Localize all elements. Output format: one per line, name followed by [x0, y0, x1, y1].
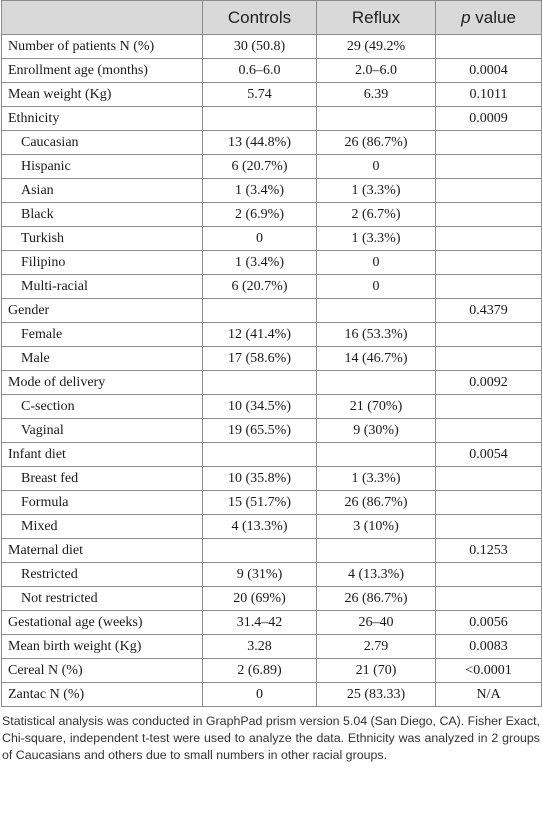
cell-reflux — [317, 443, 436, 467]
row-sublabel: Breast fed — [2, 467, 203, 491]
cell-p-value — [436, 227, 542, 251]
cell-controls: 0 — [203, 227, 317, 251]
cell-p-value: 0.0092 — [436, 371, 542, 395]
cell-reflux: 1 (3.3%) — [317, 227, 436, 251]
cell-p-value: 0.1253 — [436, 539, 542, 563]
cell-p-value — [436, 515, 542, 539]
cell-reflux — [317, 107, 436, 131]
row-label: Cereal N (%) — [2, 659, 203, 683]
header-row — [2, 1, 542, 35]
table-row — [2, 179, 542, 203]
header-blank-cell — [2, 1, 203, 35]
cell-reflux: 0 — [317, 275, 436, 299]
row-sublabel: Formula — [2, 491, 203, 515]
cell-p-value — [436, 347, 542, 371]
cell-reflux — [317, 371, 436, 395]
row-label: Mean weight (Kg) — [2, 83, 203, 107]
table-row — [2, 419, 542, 443]
row-sublabel: Restricted — [2, 563, 203, 587]
cell-p-value — [436, 419, 542, 443]
row-label: Mode of delivery — [2, 371, 203, 395]
table-row — [2, 35, 542, 59]
cell-reflux: 9 (30%) — [317, 419, 436, 443]
cell-p-value: 0.0009 — [436, 107, 542, 131]
row-sublabel: Caucasian — [2, 131, 203, 155]
cell-p-value: 0.0004 — [436, 59, 542, 83]
table-row — [2, 539, 542, 563]
cell-controls: 31.4–42 — [203, 611, 317, 635]
cell-p-value — [436, 467, 542, 491]
table-row — [2, 299, 542, 323]
cell-controls: 12 (41.4%) — [203, 323, 317, 347]
row-label: Gender — [2, 299, 203, 323]
table-footnote: Statistical analysis was conducted in GraphPad prism version 5.04 (San Diego, CA). Fisher Exact, Chi-square, independent t-test were used to analyze the data. Ethnicity was analyzed in 2 groups of Caucasians and others due to small numbers in other racial groups. — [2, 714, 540, 762]
header-controls: Controls — [203, 1, 317, 35]
cell-p-value: <0.0001 — [436, 659, 542, 683]
row-sublabel: Turkish — [2, 227, 203, 251]
cell-p-value — [436, 35, 542, 59]
table-row — [2, 587, 542, 611]
cell-p-value: 0.0083 — [436, 635, 542, 659]
row-sublabel: Male — [2, 347, 203, 371]
cell-reflux: 1 (3.3%) — [317, 467, 436, 491]
cell-controls — [203, 539, 317, 563]
table-row — [2, 371, 542, 395]
cell-controls: 1 (3.4%) — [203, 251, 317, 275]
cell-controls: 17 (58.6%) — [203, 347, 317, 371]
table-row — [2, 203, 542, 227]
row-sublabel: Multi-racial — [2, 275, 203, 299]
cell-reflux: 25 (83.33) — [317, 683, 436, 707]
table-row — [2, 635, 542, 659]
cell-reflux: 1 (3.3%) — [317, 179, 436, 203]
cell-controls: 13 (44.8%) — [203, 131, 317, 155]
table-header — [2, 1, 542, 35]
table-row — [2, 515, 542, 539]
cell-reflux: 0 — [317, 155, 436, 179]
header-reflux: Reflux — [317, 1, 436, 35]
cell-controls: 6 (20.7%) — [203, 275, 317, 299]
cell-reflux: 2.79 — [317, 635, 436, 659]
table-row — [2, 323, 542, 347]
cell-reflux: 21 (70) — [317, 659, 436, 683]
table-row — [2, 227, 542, 251]
table-row — [2, 563, 542, 587]
cell-reflux: 29 (49.2% — [317, 35, 436, 59]
cell-reflux: 16 (53.3%) — [317, 323, 436, 347]
cell-controls: 3.28 — [203, 635, 317, 659]
cell-reflux: 2.0–6.0 — [317, 59, 436, 83]
table-row — [2, 251, 542, 275]
table-row — [2, 275, 542, 299]
cell-p-value: 0.1011 — [436, 83, 542, 107]
cell-controls: 20 (69%) — [203, 587, 317, 611]
table-row — [2, 107, 542, 131]
cell-p-value — [436, 155, 542, 179]
cell-controls: 5.74 — [203, 83, 317, 107]
cell-reflux: 26 (86.7%) — [317, 491, 436, 515]
table-row — [2, 395, 542, 419]
cell-controls: 2 (6.9%) — [203, 203, 317, 227]
row-sublabel: C-section — [2, 395, 203, 419]
cell-p-value: 0.0056 — [436, 611, 542, 635]
row-label: Gestational age (weeks) — [2, 611, 203, 635]
cell-controls: 19 (65.5%) — [203, 419, 317, 443]
cell-controls: 2 (6.89) — [203, 659, 317, 683]
cell-controls — [203, 107, 317, 131]
row-sublabel: Not restricted — [2, 587, 203, 611]
cell-p-value — [436, 275, 542, 299]
cell-controls — [203, 443, 317, 467]
cell-p-value: N/A — [436, 683, 542, 707]
table-row — [2, 491, 542, 515]
row-label: Number of patients N (%) — [2, 35, 203, 59]
cell-controls: 6 (20.7%) — [203, 155, 317, 179]
cell-controls: 15 (51.7%) — [203, 491, 317, 515]
header-p-value — [436, 1, 542, 35]
cell-controls: 4 (13.3%) — [203, 515, 317, 539]
cell-p-value — [436, 491, 542, 515]
row-sublabel: Vaginal — [2, 419, 203, 443]
table-row — [2, 83, 542, 107]
cell-p-value — [436, 563, 542, 587]
cell-reflux: 3 (10%) — [317, 515, 436, 539]
table-row — [2, 659, 542, 683]
cell-p-value — [436, 203, 542, 227]
cell-controls: 9 (31%) — [203, 563, 317, 587]
cell-p-value — [436, 587, 542, 611]
table-row — [2, 131, 542, 155]
row-sublabel: Asian — [2, 179, 203, 203]
cell-controls: 0 — [203, 683, 317, 707]
cell-controls — [203, 371, 317, 395]
cell-reflux: 0 — [317, 251, 436, 275]
row-label: Enrollment age (months) — [2, 59, 203, 83]
table-row — [2, 683, 542, 707]
cell-reflux — [317, 299, 436, 323]
cell-controls: 10 (35.8%) — [203, 467, 317, 491]
table-row — [2, 611, 542, 635]
table-row — [2, 443, 542, 467]
cell-reflux: 21 (70%) — [317, 395, 436, 419]
cell-reflux: 26–40 — [317, 611, 436, 635]
cell-controls: 30 (50.8) — [203, 35, 317, 59]
table-row — [2, 347, 542, 371]
row-sublabel: Mixed — [2, 515, 203, 539]
row-label: Maternal diet — [2, 539, 203, 563]
cell-controls: 0.6–6.0 — [203, 59, 317, 83]
cell-reflux: 26 (86.7%) — [317, 587, 436, 611]
cell-reflux: 4 (13.3%) — [317, 563, 436, 587]
row-label: Ethnicity — [2, 107, 203, 131]
row-sublabel: Hispanic — [2, 155, 203, 179]
cell-reflux: 6.39 — [317, 83, 436, 107]
cell-p-value — [436, 323, 542, 347]
cell-p-value: 0.0054 — [436, 443, 542, 467]
cell-controls: 10 (34.5%) — [203, 395, 317, 419]
cell-p-value — [436, 179, 542, 203]
row-sublabel: Black — [2, 203, 203, 227]
cell-reflux — [317, 539, 436, 563]
row-sublabel: Female — [2, 323, 203, 347]
header-p-rest: value — [470, 7, 516, 27]
cell-reflux: 26 (86.7%) — [317, 131, 436, 155]
cell-p-value — [436, 251, 542, 275]
table-row — [2, 59, 542, 83]
cell-p-value — [436, 395, 542, 419]
row-label: Mean birth weight (Kg) — [2, 635, 203, 659]
row-sublabel: Filipino — [2, 251, 203, 275]
cell-controls: 1 (3.4%) — [203, 179, 317, 203]
row-label: Zantac N (%) — [2, 683, 203, 707]
cell-p-value — [436, 131, 542, 155]
table-body — [2, 35, 542, 707]
cell-p-value: 0.4379 — [436, 299, 542, 323]
cell-reflux: 2 (6.7%) — [317, 203, 436, 227]
table-row — [2, 467, 542, 491]
cell-reflux: 14 (46.7%) — [317, 347, 436, 371]
patient-characteristics-table — [1, 0, 542, 707]
row-label: Infant diet — [2, 443, 203, 467]
table-row — [2, 155, 542, 179]
header-p-italic: p — [461, 7, 471, 27]
cell-controls — [203, 299, 317, 323]
